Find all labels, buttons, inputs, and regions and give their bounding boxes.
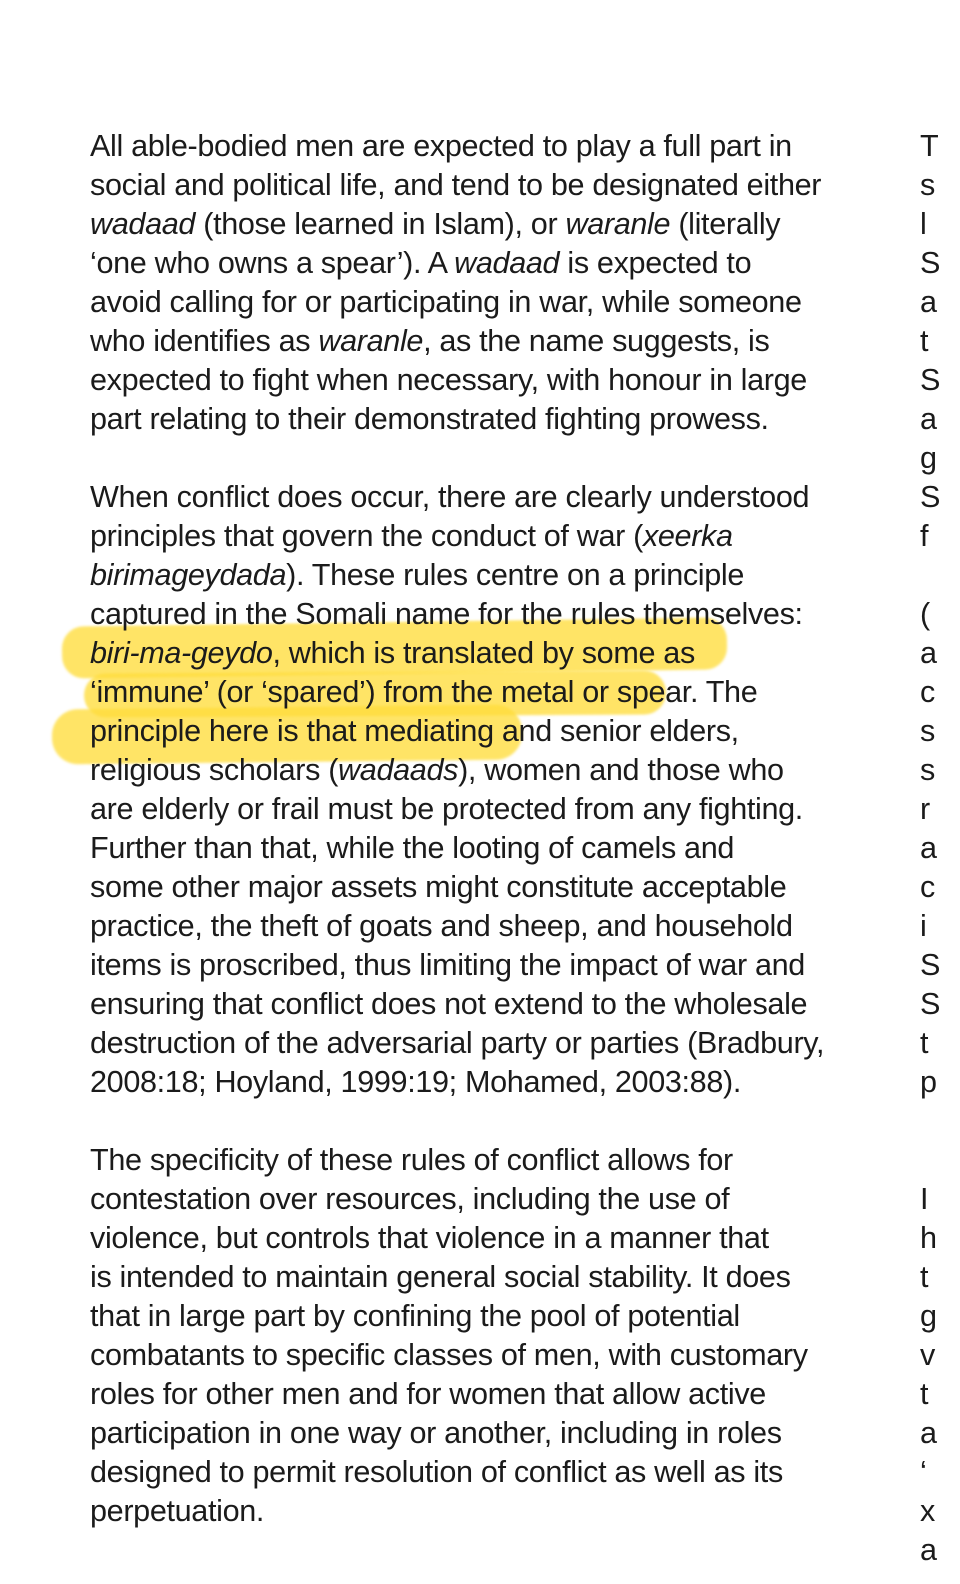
text-run: principle here is that mediating and senior elders,: [90, 714, 739, 748]
text-line: [90, 985, 895, 1024]
text-column: [90, 127, 895, 1531]
text-line: [90, 1375, 895, 1414]
next-column-glyph: f: [920, 519, 929, 553]
text-run: designed to permit resolution of conflict as well as its: [90, 1455, 783, 1489]
next-column-glyph: a: [920, 636, 938, 670]
italic-term: wadaads: [338, 753, 459, 787]
next-column-glyph: t: [920, 1260, 929, 1294]
text-run: When conflict does occur, there are clearly understood: [90, 480, 810, 514]
text-run: The specificity of these rules of conflict allows for: [90, 1143, 733, 1177]
next-column-glyph: g: [920, 441, 938, 475]
text-run: 2008:18; Hoyland, 1999:19; Mohamed, 2003:88).: [90, 1065, 741, 1099]
text-line: [90, 517, 895, 556]
next-column-glyph: s: [920, 714, 936, 748]
text-run: combatants to specific classes of men, with customary: [90, 1338, 808, 1372]
italic-term: waranle: [565, 207, 671, 241]
text-line: [90, 1024, 895, 1063]
next-column-glyph: (: [920, 597, 931, 631]
paragraph-gap: [90, 1102, 895, 1141]
text-line: [90, 634, 895, 673]
text-line: [90, 1492, 895, 1531]
next-column-glyph: a: [920, 831, 938, 865]
italic-term: xeerka: [642, 519, 733, 553]
text-run: ), women and those who: [458, 753, 784, 787]
next-column-glyph: l: [920, 207, 927, 241]
text-run: part relating to their demonstrated fighting prowess.: [90, 402, 769, 436]
text-line: [90, 556, 895, 595]
text-line: [90, 1336, 895, 1375]
text-run: All able-bodied men are expected to play a full part in: [90, 129, 792, 163]
text-line: [90, 790, 895, 829]
text-run: items is proscribed, thus limiting the impact of war and: [90, 948, 805, 982]
text-line: [90, 712, 895, 751]
text-line: [90, 595, 895, 634]
next-column-glyph: a: [920, 402, 938, 436]
next-column-glyph: ‘: [920, 1455, 927, 1489]
next-column-glyph: t: [920, 324, 929, 358]
text-line: [90, 1063, 895, 1102]
next-column-glyph: [920, 556, 960, 595]
next-column-glyph: S: [920, 246, 941, 280]
next-column-glyph: v: [920, 1338, 936, 1372]
italic-term: birimageydada: [90, 558, 287, 592]
text-line: [90, 1219, 895, 1258]
next-column-glyph: a: [920, 285, 938, 319]
italic-term: wadaad: [454, 246, 560, 280]
paragraph-gap: [90, 439, 895, 478]
text-line: [90, 166, 895, 205]
text-line: [90, 1414, 895, 1453]
next-column-glyph: a: [920, 1416, 938, 1450]
text-line: [90, 829, 895, 868]
text-run: ‘one who owns a spear’). A: [90, 246, 455, 280]
text-run: destruction of the adversarial party or parties (Bradbury,: [90, 1026, 825, 1060]
text-line: [90, 244, 895, 283]
next-column-glyph: a: [920, 1533, 938, 1567]
text-line: [90, 127, 895, 166]
text-run: , as the name suggests, is: [423, 324, 770, 358]
text-line: [90, 946, 895, 985]
text-line: [90, 1297, 895, 1336]
next-column-glyph: S: [920, 363, 941, 397]
next-column-glyph: c: [920, 675, 936, 709]
text-line: [90, 478, 895, 517]
next-column-glyph: c: [920, 870, 936, 904]
next-column-glyph: h: [920, 1221, 938, 1255]
text-run: are elderly or frail must be protected from any fighting.: [90, 792, 803, 826]
text-run: religious scholars (: [90, 753, 339, 787]
next-column-glyph: p: [920, 1065, 938, 1099]
next-column-glyph: t: [920, 1026, 929, 1060]
text-line: [90, 673, 895, 712]
next-column-glyph: r: [920, 792, 931, 826]
text-line: [90, 1453, 895, 1492]
text-line: [90, 868, 895, 907]
italic-term: biri-ma-geydo: [90, 636, 273, 670]
next-column-glyph: g: [920, 1299, 938, 1333]
text-run: expected to fight when necessary, with honour in large: [90, 363, 807, 397]
next-column-glyph: t: [920, 1377, 929, 1411]
text-line: [90, 400, 895, 439]
text-run: perpetuation.: [90, 1494, 265, 1528]
text-line: [90, 1141, 895, 1180]
text-run: violence, but controls that violence in a manner that: [90, 1221, 769, 1255]
next-column-glyph: S: [920, 987, 941, 1021]
text-run: ). These rules centre on a principle: [286, 558, 745, 592]
text-line: [90, 1180, 895, 1219]
next-column-glyph: s: [920, 168, 936, 202]
text-run: is expected to: [559, 246, 752, 280]
text-run: some other major assets might constitute acceptable: [90, 870, 787, 904]
text-run: is intended to maintain general social stability. It does: [90, 1260, 791, 1294]
text-run: , which is translated by some as: [272, 636, 695, 670]
text-run: participation in one way or another, including in roles: [90, 1416, 782, 1450]
text-run: ‘immune’ (or ‘spared’) from the metal or spear. The: [90, 675, 758, 709]
next-column-glyph: [920, 1102, 960, 1141]
next-column-glyph: x: [920, 1494, 936, 1528]
next-column-glyph: I: [920, 1182, 929, 1216]
text-run: practice, the theft of goats and sheep, and household: [90, 909, 793, 943]
text-run: principles that govern the conduct of war (: [90, 519, 643, 553]
text-line: [90, 751, 895, 790]
next-column-glyph: S: [920, 948, 941, 982]
text-run: social and political life, and tend to be designated either: [90, 168, 822, 202]
text-run: avoid calling for or participating in war, while someone: [90, 285, 802, 319]
next-column-glyph: T: [920, 129, 939, 163]
text-line: [90, 283, 895, 322]
text-run: roles for other men and for women that allow active: [90, 1377, 766, 1411]
text-line: [90, 907, 895, 946]
text-line: [90, 205, 895, 244]
text-run: that in large part by confining the pool of potential: [90, 1299, 740, 1333]
text-run: (those learned in Islam), or: [195, 207, 566, 241]
text-line: [90, 361, 895, 400]
next-column-fragment: [920, 127, 960, 1570]
next-column-glyph: s: [920, 753, 936, 787]
text-line: [90, 322, 895, 361]
text-line: [90, 1258, 895, 1297]
next-column-glyph: S: [920, 480, 941, 514]
next-column-glyph: i: [920, 909, 927, 943]
italic-term: waranle: [318, 324, 424, 358]
text-run: Further than that, while the looting of camels and: [90, 831, 735, 865]
text-run: captured in the Somali name for the rules themselves:: [90, 597, 803, 631]
italic-term: wadaad: [90, 207, 196, 241]
text-run: ensuring that conflict does not extend to the wholesale: [90, 987, 808, 1021]
text-run: (literally: [670, 207, 781, 241]
text-run: who identifies as: [90, 324, 319, 358]
next-column-glyph: [920, 1141, 960, 1180]
text-run: contestation over resources, including the use of: [90, 1182, 730, 1216]
